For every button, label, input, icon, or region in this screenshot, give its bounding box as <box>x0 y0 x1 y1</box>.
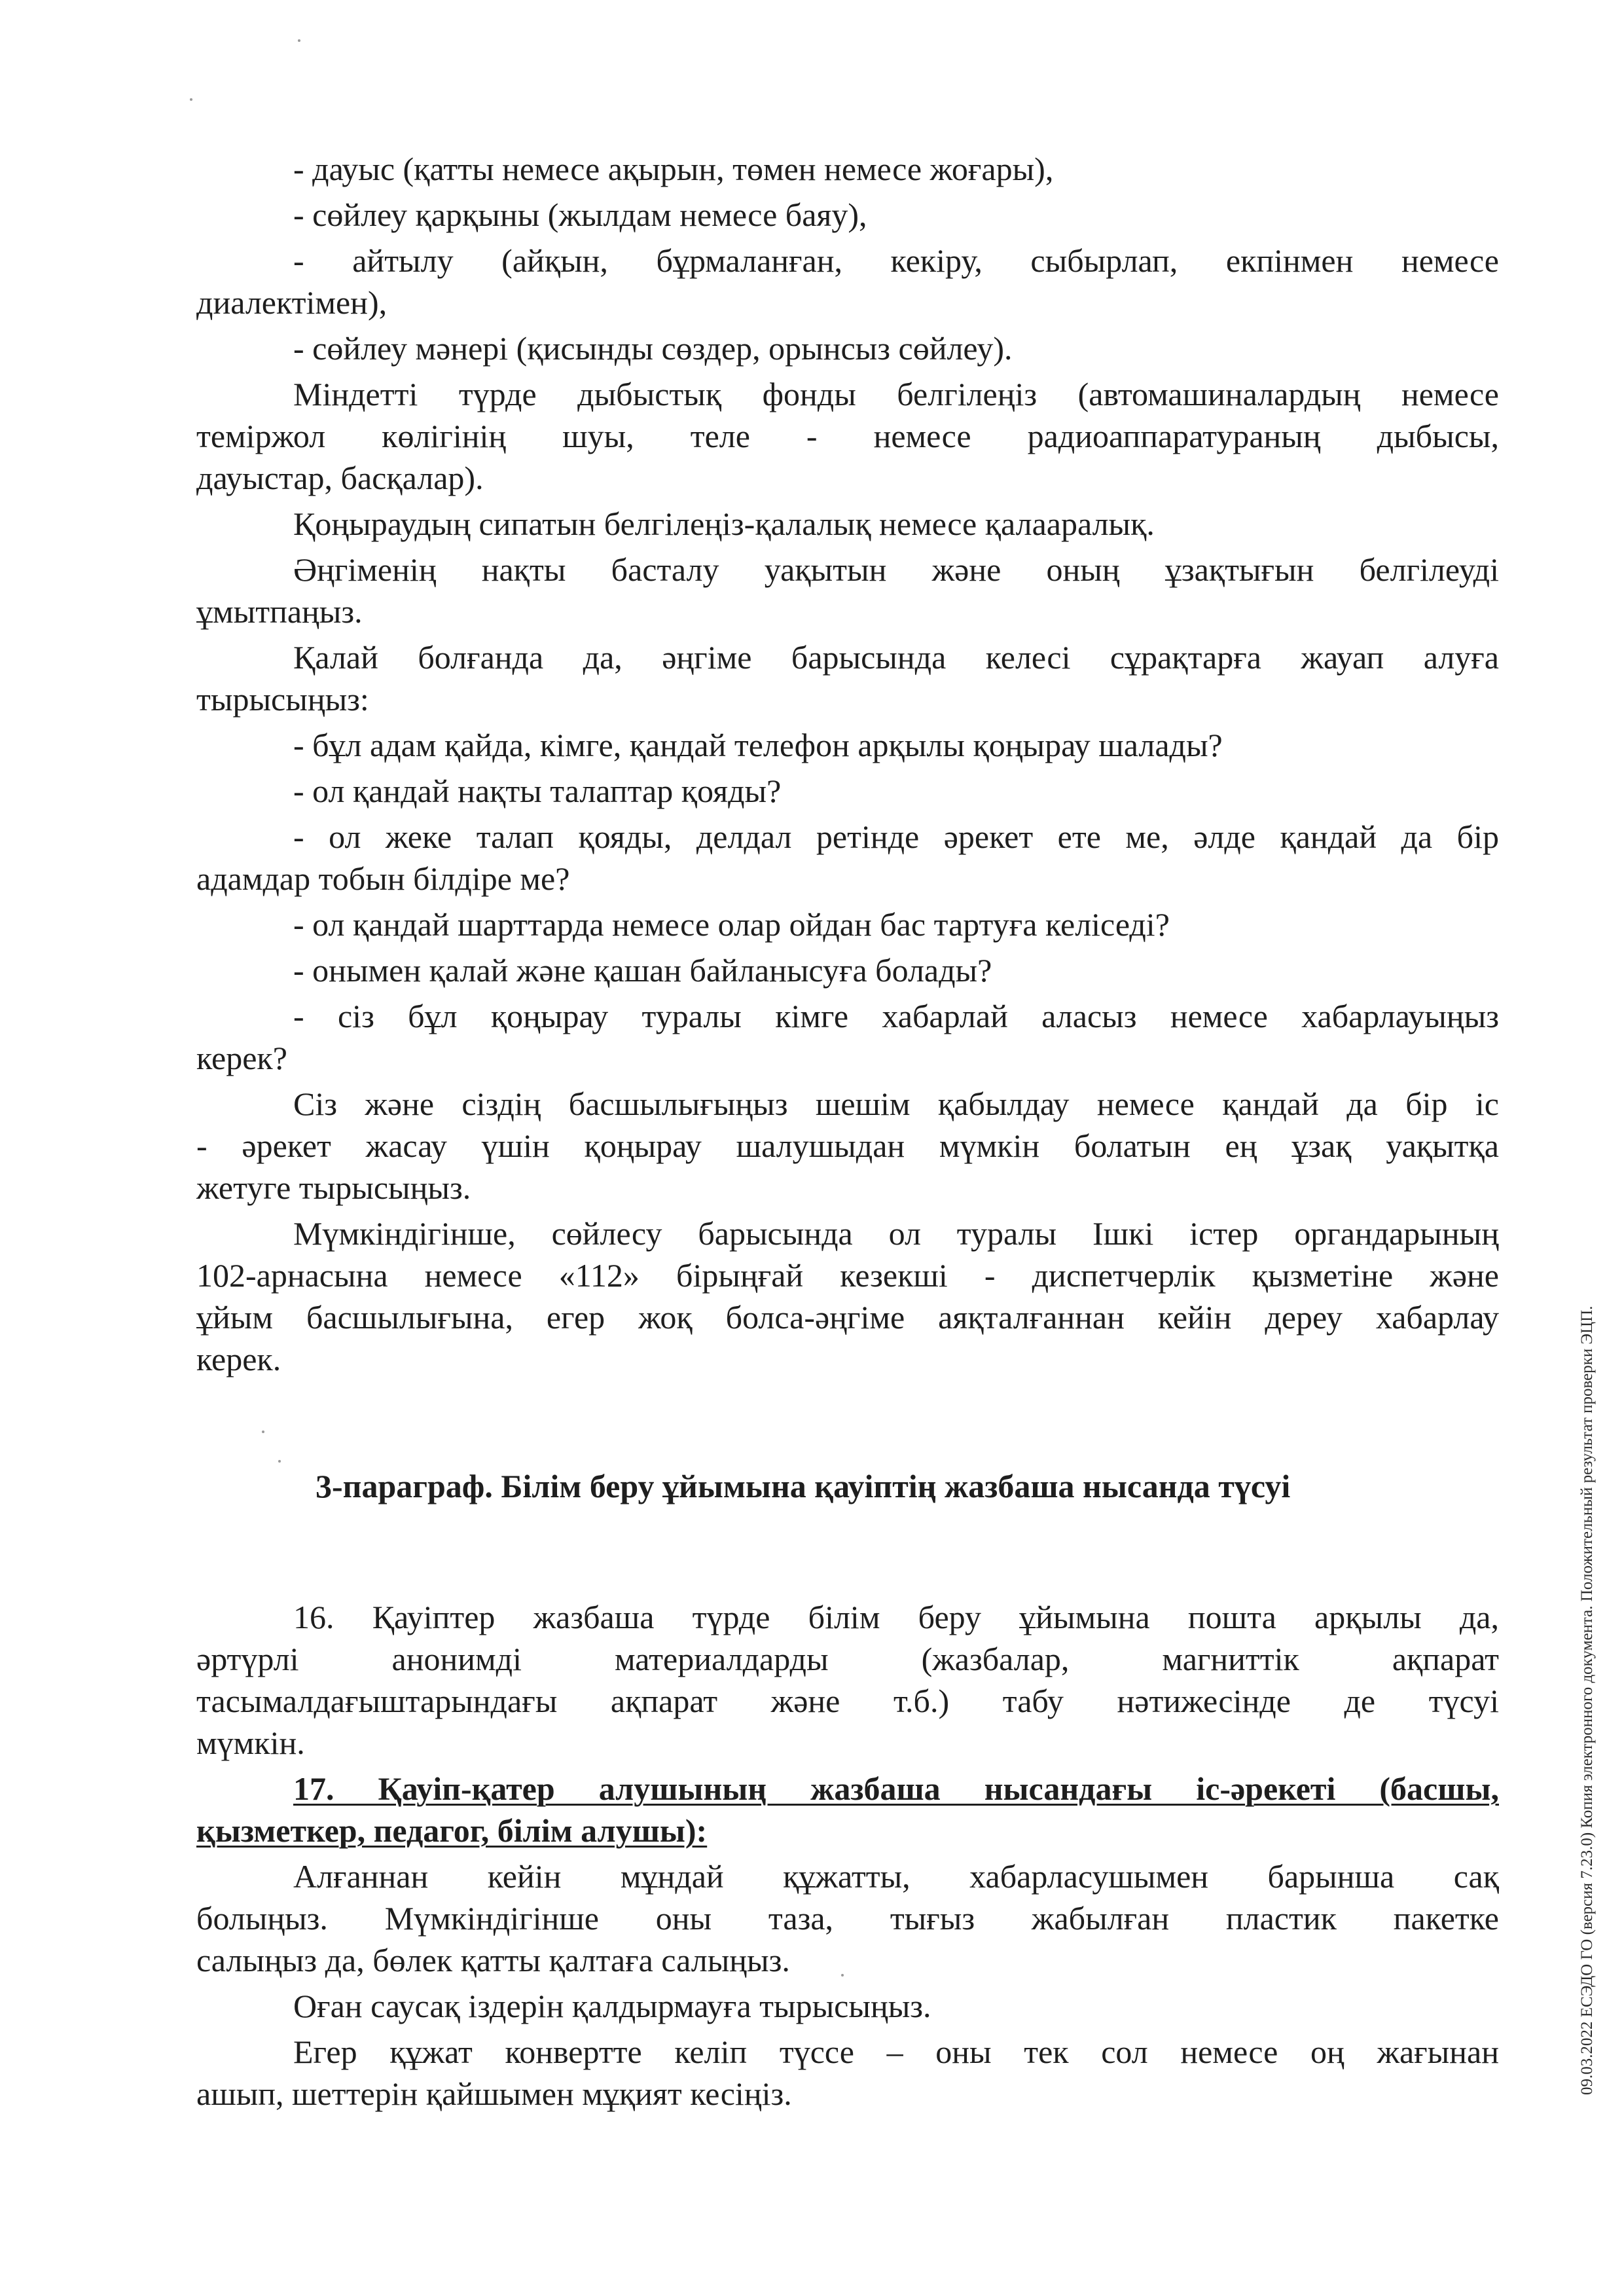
subsection-heading-continuation: қызметкер, педагог, білім алушы): <box>196 1812 708 1849</box>
list-item-continuation: диалектімен), <box>196 284 388 321</box>
list-item: - бұл адам қайда, кімге, қандай телефон арқылы қоңырау шалады? <box>293 727 1223 763</box>
paragraph-line: Әңгіменің нақты басталу уақытын және оның ұзақтығын белгілеуді <box>293 551 1499 588</box>
scan-speck <box>298 39 300 42</box>
paragraph-line: әртүрлі анонимді материалдарды (жазбалар, магниттік ақпарат <box>196 1641 1499 1677</box>
edoc-verification-stamp: 09.03.2022 ЕСЭДО ГО (версия 7.23.0) Копия электронного документа. Положительный результат проверки ЭЦП. <box>1578 1305 1596 2095</box>
subsection-heading: 17. Қауіп-қатер алушының жазбаша нысандағы іс-әрекеті (басшы, <box>293 1770 1499 1807</box>
paragraph-line: Сіз және сіздің басшылығыңыз шешім қабылдау немесе қандай да бір іс <box>293 1085 1499 1122</box>
paragraph-line: ұмытпаңыз. <box>196 593 363 630</box>
paragraph-line: Міндетті түрде дыбыстық фонды белгілеңіз (автомашиналардың немесе <box>293 376 1499 412</box>
paragraph-line: тырысыңыз: <box>196 681 369 718</box>
list-item: - сіз бұл қоңырау туралы кімге хабарлай аласыз немесе хабарлауыңыз <box>293 998 1499 1034</box>
scan-speck <box>841 1974 844 1977</box>
paragraph-line: Егер құжат конвертте келіп түссе – оны тек сол немесе оң жағынан <box>293 2033 1499 2070</box>
list-item: - ол қандай нақты талаптар қояды? <box>293 773 782 809</box>
paragraph-line: мүмкін. <box>196 1724 305 1761</box>
list-item-continuation: керек? <box>196 1040 287 1076</box>
paragraph-line: Қоңыраудың сипатын белгілеңіз-қалалық немесе қалааралық. <box>293 505 1155 542</box>
paragraph-line: дауыстар, басқалар). <box>196 460 484 496</box>
paragraph-line: ұйым басшылығына, егер жоқ болса-әңгіме аяқталғаннан кейін дереу хабарлау <box>196 1299 1499 1336</box>
list-item: - ол жеке талап қояды, делдал ретінде әрекет ете ме, әлде қандай да бір <box>293 818 1499 855</box>
paragraph-line: Алғаннан кейін мұндай құжатты, хабарласушымен барынша сақ <box>293 1858 1499 1895</box>
list-item: - сөйлеу қарқыны (жылдам немесе баяу), <box>293 196 867 233</box>
paragraph-line: тасымалдағыштарындағы ақпарат және т.б.) табу нәтижесінде де түсуі <box>196 1683 1499 1719</box>
paragraph-line: керек. <box>196 1341 281 1377</box>
paragraph-line: болыңыз. Мүмкіндігінше оны таза, тығыз жабылған пластик пакетке <box>196 1900 1499 1937</box>
list-item: - онымен қалай және қашан байланысуға болады? <box>293 952 992 989</box>
section-heading: 3-параграф. Білім беру ұйымына қауіптің жазбаша нысанда түсуі <box>316 1468 1291 1504</box>
paragraph-line: теміржол көлігінің шуы, теле - немесе радиоаппаратураның дыбысы, <box>196 418 1499 454</box>
scan-speck <box>262 1430 264 1433</box>
list-item: - дауыс (қатты немесе ақырын, төмен немесе жоғары), <box>293 151 1054 187</box>
paragraph-line: Мүмкіндігінше, сөйлесу барысында ол туралы Ішкі істер органдарының <box>293 1215 1499 1252</box>
scan-speck <box>190 98 192 101</box>
paragraph-line: ашып, шеттерін қайшымен мұқият кесіңіз. <box>196 2075 792 2112</box>
list-item-continuation: адамдар тобын білдіре ме? <box>196 860 570 897</box>
paragraph-line: - әрекет жасау үшін қоңырау шалушыдан мүмкін болатын ең ұзақ уақытқа <box>196 1127 1499 1164</box>
paragraph-line: салыңыз да, бөлек қатты қалтаға салыңыз. <box>196 1942 790 1978</box>
scan-speck <box>278 1460 281 1463</box>
paragraph-line: Қалай болғанда да, әңгіме барысында келесі сұрақтарға жауап алуға <box>293 639 1499 676</box>
list-item: - айтылу (айқын, бұрмаланған, кекіру, сыбырлап, екпінмен немесе <box>293 242 1499 279</box>
paragraph-line: 102-арнасына немесе «112» бірыңғай кезекші - диспетчерлік қызметіне және <box>196 1257 1499 1294</box>
list-item: - сөйлеу мәнері (қисынды сөздер, орынсыз сөйлеу). <box>293 330 1013 367</box>
paragraph-line: Оған саусақ іздерін қалдырмауға тырысыңыз. <box>293 1988 931 2024</box>
paragraph-line: жетуге тырысыңыз. <box>196 1169 471 1206</box>
list-item: - ол қандай шарттарда немесе олар ойдан бас тартуға келіседі? <box>293 906 1170 943</box>
paragraph-line: 16. Қауіптер жазбаша түрде білім беру ұйымына пошта арқылы да, <box>293 1599 1499 1635</box>
